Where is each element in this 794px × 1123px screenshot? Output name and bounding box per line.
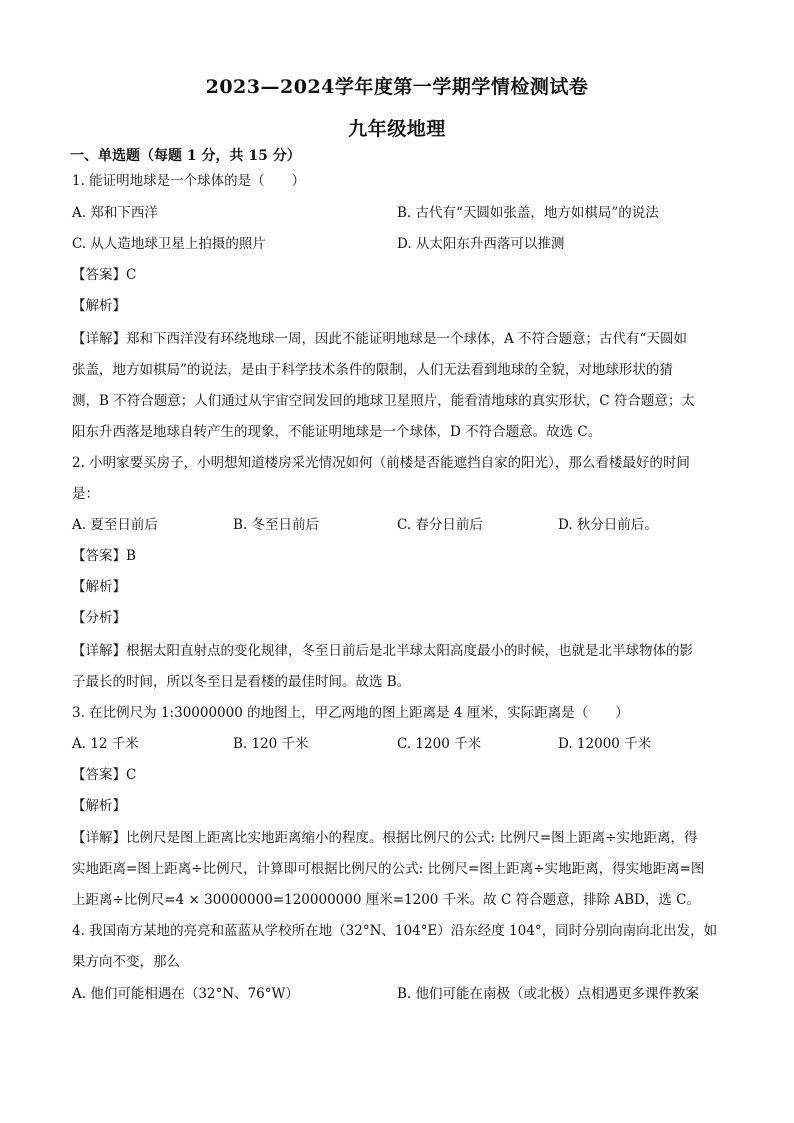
q1-option-c: C. 从人造地球卫星上拍摄的照片 <box>72 236 266 252</box>
q3-option-a: A. 12 千米 <box>72 736 139 752</box>
q2-option-b: B. 冬至日前后 <box>233 517 320 533</box>
q1-option-b: B. 古代有“天圆如张盖，地方如棋局”的说法 <box>397 205 659 221</box>
q1-detail-line: 张盖，地方如棋局”的说法，是由于科学技术条件的限制，人们无法看到地球的全貌，对地球形状的猜 <box>72 362 673 378</box>
q1-analysis-label: 【解析】 <box>72 298 126 314</box>
q2-option-c: C. 春分日前后 <box>397 517 483 533</box>
q3-detail-line: 上距离÷比例尺=4 × 30000000=120000000 厘米=1200 千米。故 C 符合题意，排除 ABD，选 C。 <box>72 892 700 908</box>
q2-fenxi-label: 【分析】 <box>72 610 126 626</box>
q2-detail-line: 【详解】根据太阳直射点的变化规律，冬至日前后是北半球太阳高度最小的时候，也就是北半球物体的影 <box>72 643 693 659</box>
q2-answer: 【答案】B <box>72 548 136 564</box>
q4-stem: 4. 我国南方某地的亮亮和蓝蓝从学校所在地（32°N、104°E）沿东经度 104°，同时分别向南向北出发，如 <box>72 923 718 939</box>
q3-option-c: C. 1200 千米 <box>397 736 482 752</box>
q3-stem: 3. 在比例尺为 1:30000000 的地图上，甲乙两地的图上距离是 4 厘米，实际距离是（ ） <box>72 705 629 721</box>
q1-option-a: A. 郑和下西洋 <box>72 205 158 221</box>
q3-detail-line: 实地距离=图上距离÷比例尺，计算即可根据比例尺的公式: 比例尺=图上距离÷实地距离，得实地距离=图 <box>72 861 705 877</box>
q2-option-a: A. 夏至日前后 <box>72 517 158 533</box>
q1-answer: 【答案】C <box>72 267 137 283</box>
q1-detail-line: 【详解】郑和下西洋没有环绕地球一周，因此不能证明地球是一个球体，A 不符合题意；古代有“天圆如 <box>72 331 687 347</box>
q1-stem: 1. 能证明地球是一个球体的是（ ） <box>72 173 306 189</box>
q2-detail-line: 子最长的时间，所以冬至日是看楼的最佳时间。故选 B。 <box>72 674 411 690</box>
q3-analysis-label: 【解析】 <box>72 798 126 814</box>
q3-option-d: D. 12000 千米 <box>558 736 652 752</box>
q2-option-d: D. 秋分日前后。 <box>558 517 658 533</box>
q4-stem-cont: 果方向不变，那么 <box>72 954 180 970</box>
q2-analysis-label: 【解析】 <box>72 579 126 595</box>
exam-subtitle: 九年级地理 <box>348 118 446 140</box>
exam-title: 2023—2024学年度第一学期学情检测试卷 <box>205 76 589 98</box>
q1-detail-line: 测，B 不符合题意；人们通过从宇宙空间发回的地球卫星照片，能看清地球的真实形状，C 符合题意；太 <box>72 393 695 409</box>
q2-stem: 2. 小明家要买房子，小明想知道楼房采光情况如何（前楼是否能遮挡自家的阳光），那么看楼最好的时间 <box>72 455 690 471</box>
q1-detail-line: 阳东升西落是地球自转产生的现象，不能证明地球是一个球体，D 不符合题意。故选 C。 <box>72 424 602 440</box>
q3-option-b: B. 120 千米 <box>233 736 309 752</box>
q3-answer: 【答案】C <box>72 767 137 783</box>
q3-detail-line: 【详解】比例尺是图上距离比实地距离缩小的程度。根据比例尺的公式: 比例尺=图上距离÷实地距离，得 <box>72 830 698 846</box>
q1-option-d: D. 从太阳东升西落可以推测 <box>397 236 565 252</box>
q4-option-b: B. 他们可能在南极（或北极）点相遇更多课件教案 <box>397 986 700 1002</box>
q2-stem-cont: 是： <box>72 486 99 502</box>
section-heading: 一、单选题（每题 1 分，共 15 分） <box>70 148 301 164</box>
q4-option-a: A. 他们可能相遇在（32°N、76°W） <box>72 986 299 1002</box>
